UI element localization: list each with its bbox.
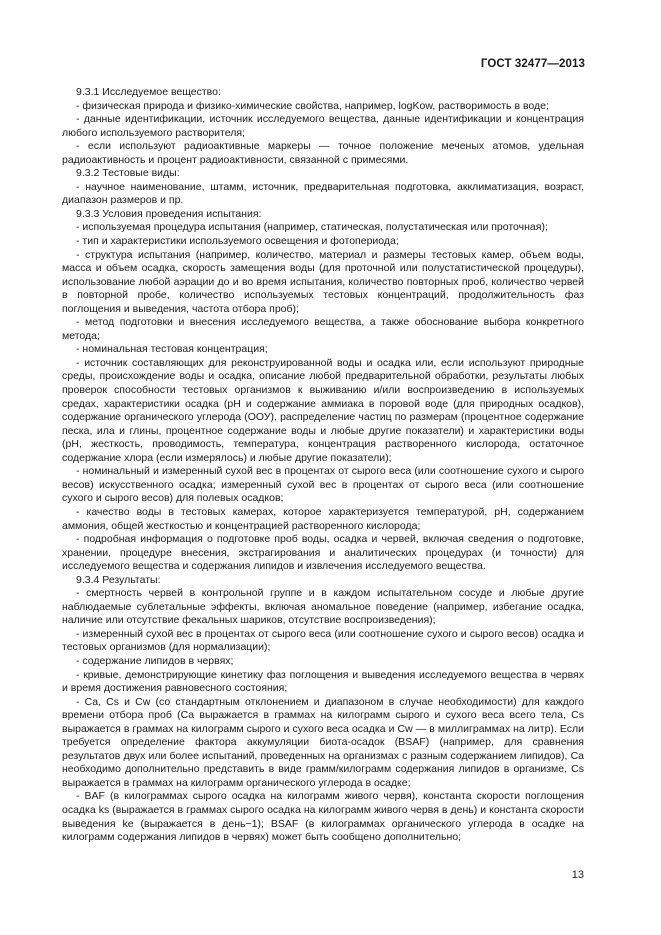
page-number: 13 (571, 869, 584, 881)
list-item: - тип и характеристики используемого освещения и фотопериода; (76, 235, 399, 248)
list-item: - содержание липидов в червях; (76, 654, 234, 667)
section-heading: 9.3.1 Исследуемое вещество: (76, 86, 221, 98)
list-item: - Ca, Cs и Cw (со стандартным отклонением и диапазоном в случае необходимости) для каждого времени отбора проб (Ca выражается в граммах на килограмм сырого и сухого веса всего тела, Cs выражается в граммах на килограмм сырого и сухого веса осадка и Cw — в миллиграммах на литр). Если требуется определение фактора аккумуляции биота-осадок (BSAF) (например, для сравнения результатов двух или более испытаний, проведенных на организмах с разным содержанием липидов), Ca необходимо дополнительно представить в виде грамм/килограмм содержания липидов в организме, Cs выражается в граммах на килограмм органического углерода в осадке; (62, 695, 584, 789)
list-item: - источник составляющих для реконструированной воды и осадка или, если используют природные среды, происхождение воды и осадка, описание любой предварительной обработки, результаты любых проверок способности тестовых организмов к выживанию и/или воспроизведению в используемых средах, характеристики осадка (pH и содержание аммиака в поровой воде (для природных осадков), содержание органического углерода (ООУ), распределение частиц по размерам (процентное содержание песка, ила и глины, процентное содержание воды и любые другие показатели) и характеристики воды (pH, жесткость, проводимость, температура, концентрация растворенного кислорода, остаточное содержание хлора (если измерялось) и любые другие показатели); (62, 356, 584, 464)
section-heading: 9.3.2 Тестовые виды: (76, 167, 180, 180)
document-header: ГОСТ 32477—2013 (480, 58, 585, 70)
list-item: - физическая природа и физико-химические свойства, например, logKow, растворимость в воде; (76, 99, 549, 112)
list-item: - качество воды в тестовых камерах, которое характеризуется температурой, pH, содержанием аммония, общей жесткостью и концентрацией растворенного кислорода; (62, 505, 584, 532)
document-body (62, 86, 584, 845)
list-item: - измеренный сухой вес в процентах от сырого веса (или соотношение сухого и сырого весов) осадка и тестовых организмов (для нормализации); (62, 627, 584, 654)
list-item: - структура испытания (например, количество, материал и размеры тестовых камер, объем воды, масса и объем осадка, скорость замещения воды (для проточной или полустатистической процедуры), использование любой аэрации до и во время испытания, количество повторных проб, количество червей в повторной пробе, количество используемых тестовых концентраций, продолжительность фаз поглощения и выведения, частота отбора проб); (62, 248, 584, 315)
list-item: - смертность червей в контрольной группе и в каждом испытательном сосуде и любые другие наблюдаемые сублетальные эффекты, включая аномальное поведение (например, избегание осадка, наличие или отсутствие фекальных шариков, отсутствие воспроизведения); (62, 587, 584, 627)
list-item: - номинальная тестовая концентрация; (76, 343, 268, 356)
section-heading: 9.3.3 Условия проведения испытания: (76, 207, 262, 220)
list-item: - данные идентификации, источник исследуемого вещества, данные идентификации и концентрация любого используемого растворителя; (62, 113, 584, 139)
list-item: - используемая процедура испытания (например, статическая, полустатическая или проточная); (76, 221, 548, 234)
list-item: - подробная информация о подготовке проб воды, осадка и червей, включая сведения о подготовке, хранении, процедуре внесения, экстрагирования и аналитических процедурах (и точности) для исследуемого вещества и содержания липидов и извлечения исследуемого вещества. (62, 533, 584, 573)
list-item: - BAF (в килограммах сырого осадка на килограмм живого червя), константа скорости поглощения осадка ks (выражается в граммах сырого осадка на килограмм живого червя в день) и константа скорости выведения ke (выражается в день−1); BSAF (в килограммах органического углерода в осадке на килограмм содержания липидов в червях) может быть сообщено дополнительно; (62, 790, 584, 844)
list-item: - кривые, демонстрирующие кинетику фаз поглощения и выведения исследуемого вещества в червях и время достижения равновесного состояния; (62, 668, 584, 695)
list-item: - номинальный и измеренный сухой вес в процентах от сырого веса (или соотношение сухого и сырого весов) искусственного осадка; измеренный сухой вес в процентах от сырого веса (или соотношение сухого и сырого весов) для полевых осадков; (62, 465, 584, 505)
list-item: - если используют радиоактивные маркеры — точное положение меченых атомов, удельная радиоактивность и процент радиоактивности, связанной с примесями. (62, 140, 584, 166)
list-item: - научное наименование, штамм, источник, предварительная подготовка, акклиматизация, возраст, диапазон размеров и пр. (62, 180, 584, 207)
list-item: - метод подготовки и внесения исследуемого вещества, а также обоснование выбора конкретного метода; (62, 316, 584, 342)
section-heading: 9.3.4 Результаты: (76, 573, 161, 586)
